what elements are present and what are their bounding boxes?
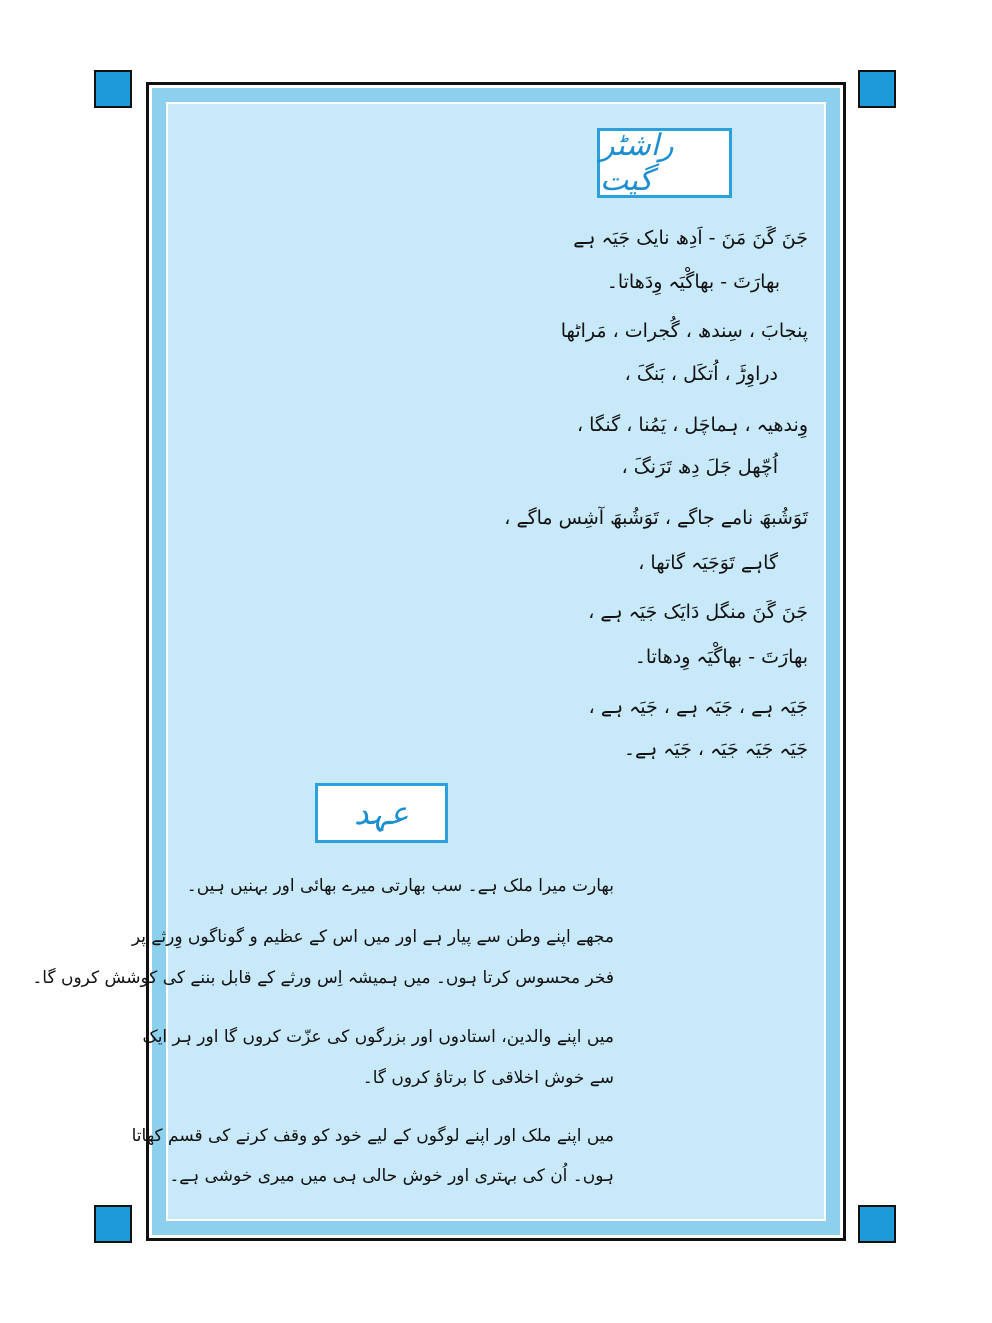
anthem-line: جَنَ گَنَ منگل دَایَک جَیَہ ہے ، [588,601,808,623]
pledge-title: عہد [315,783,448,843]
corner-square-bottom-right [858,1205,896,1243]
anthem-line: جَیَہ ہے ، جَیَہ ہے ، جَیَہ ہے ، [588,696,808,718]
anthem-line: بھارَتَ - بھاگْیَہ وِدَھاتا۔ [606,271,780,293]
anthem-line: پنجابَ ، سِندھ ، گُجرات ، مَراٹھا [560,320,808,342]
pledge-line: سے خوش اخلاقی کا برتاؤ کروں گا۔ [362,1068,614,1088]
anthem-line: بھارَتَ - بھاگْیَہ وِدھاتا۔ [634,646,808,668]
anthem-line: دراوِڑَ ، اُتکَل ، بَنگَ ، [624,363,778,385]
anthem-line: اُچّھل جَلَ دِھ تَرَنگَ ، [621,456,778,478]
pledge-line: مجھے اپنے وطن سے پیار ہے اور میں اس کے عظیم و گوناگوں وِرثے پر [131,927,614,947]
pledge-line: ہوں۔ اُن کی بہتری اور خوش حالی ہی میں میری خوشی ہے۔ [169,1166,614,1186]
corner-square-top-left [94,70,132,108]
anthem-line: جَیَہ جَیَہ جَیَہ ، جَیَہ ہے۔ [623,738,808,760]
corner-square-bottom-left [94,1205,132,1243]
anthem-line: گاہے تَوَجَیَہ گاتھا ، [638,552,778,574]
pledge-line: میں اپنے والدین، استادوں اور بزرگوں کی عزّت کروں گا اور ہر ایک [142,1027,614,1047]
pledge-line: میں اپنے ملک اور اپنے لوگوں کے لیے خود کو وقف کرنے کی قسم کھاتا [131,1126,614,1146]
anthem-title: راشٹر گیت [597,128,732,198]
pledge-line: فخر محسوس کرتا ہوں۔ میں ہمیشہ اِس ورثے کے قابل بننے کی کوشش کروں گا۔ [32,968,614,988]
anthem-line: جَنَ گَنَ مَنَ - اَدِھ نایک جَیَہ ہے [573,227,808,249]
anthem-line: وِندھیہ ، ہماچَل ، یَمُنا ، گنگا ، [576,414,808,436]
corner-square-top-right [858,70,896,108]
anthem-line: تَوَشُبھَ نامے جاگے ، تَوَشُبھَ آشِس ماگے ، [504,507,808,529]
pledge-line: بھارت میرا ملک ہے۔ سب بھارتی میرے بھائی اور بہنیں ہیں۔ [186,876,614,896]
